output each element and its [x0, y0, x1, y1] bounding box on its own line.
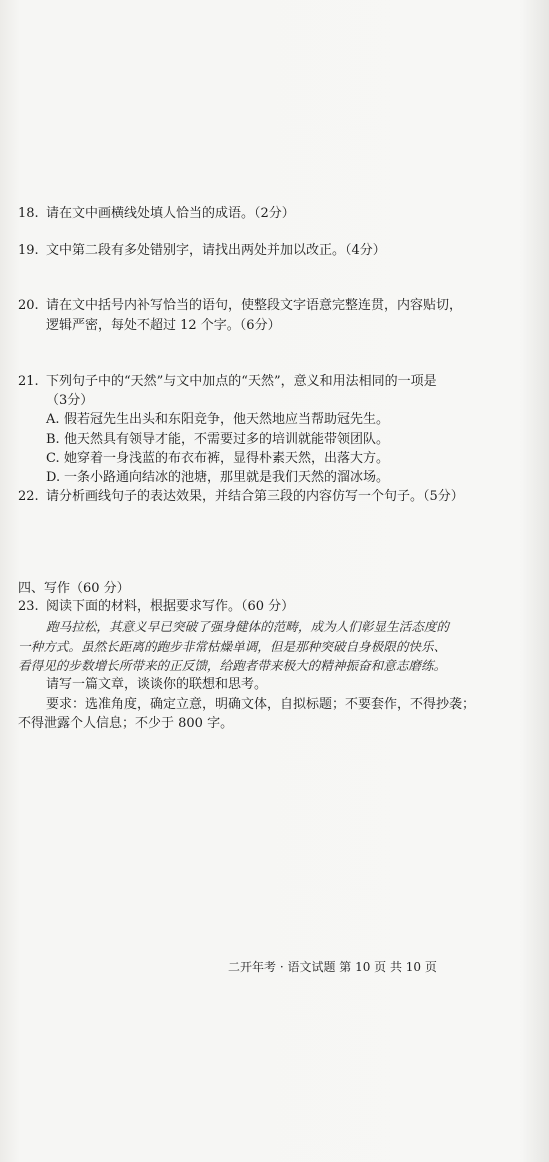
requirement-line: 要求：选准角度，确定立意，明确文体，自拟标题；不要套作，不得抄袭；	[46, 697, 476, 712]
option-text: 她穿着一身浅蓝的布衣布裤，显得朴素天然，出落大方。	[64, 451, 390, 466]
material-line: 看得见的步数增长所带来的正反馈，给跑者带来极大的精神振奋和意志磨练。	[18, 658, 447, 673]
question-text: 请在文中画横线处填人恰当的成语。（2分）	[46, 206, 295, 221]
question-text: 请分析画线句子的表达效果，并结合第三段的内容仿写一个句子。（5分）	[46, 489, 464, 504]
option-label: C.	[46, 451, 60, 466]
question-number: 18.	[18, 206, 39, 221]
option-text: 一条小路通向结冰的池塘，那里就是我们天然的溜冰场。	[64, 470, 390, 485]
question-number: 22.	[18, 489, 39, 504]
question-number: 19.	[18, 243, 39, 258]
question-score: （3分）	[46, 393, 94, 408]
question-text: 文中第二段有多处错别字，请找出两处并加以改正。（4分）	[46, 243, 386, 258]
requirement-line: 不得泄露个人信息；不少于 800 字。	[18, 716, 234, 731]
option-label: D.	[46, 470, 61, 485]
question-number: 20.	[18, 298, 39, 313]
question-text-line: 请在文中括号内补写恰当的语句，使整段文字语意完整连贯，内容贴切，	[46, 298, 463, 313]
material-line: 跑马拉松，其意义早已突破了强身健体的范畴，成为人们彰显生活态度的	[46, 619, 449, 634]
question-text-line: 下列句子中的“天然”与文中加点的“天然”，意义和用法相同的一项是	[46, 374, 437, 389]
question-number: 21.	[18, 374, 39, 389]
option-label: B.	[46, 432, 60, 447]
page-footer: 二开年考 · 语文试题 第 10 页 共 10 页	[228, 960, 437, 974]
section-heading: 四、写作（60 分）	[18, 581, 130, 596]
question-number: 23.	[18, 599, 39, 614]
material-line: 一种方式。虽然长距离的跑步非常枯燥单调，但是那种突破自身极限的快乐、	[18, 639, 447, 654]
option-text: 他天然具有领导才能，不需要过多的培训就能带领团队。	[64, 432, 390, 447]
option-text: 假若冠先生出头和东阳竞争，他天然地应当帮助冠先生。	[64, 412, 390, 427]
question-text-line: 逻辑严密，每处不超过 12 个字。（6分）	[46, 318, 281, 333]
writing-prompt: 请写一篇文章，谈谈你的联想和思考。	[46, 677, 268, 692]
question-text: 阅读下面的材料，根据要求写作。（60 分）	[46, 599, 295, 614]
option-label: A.	[46, 412, 60, 427]
